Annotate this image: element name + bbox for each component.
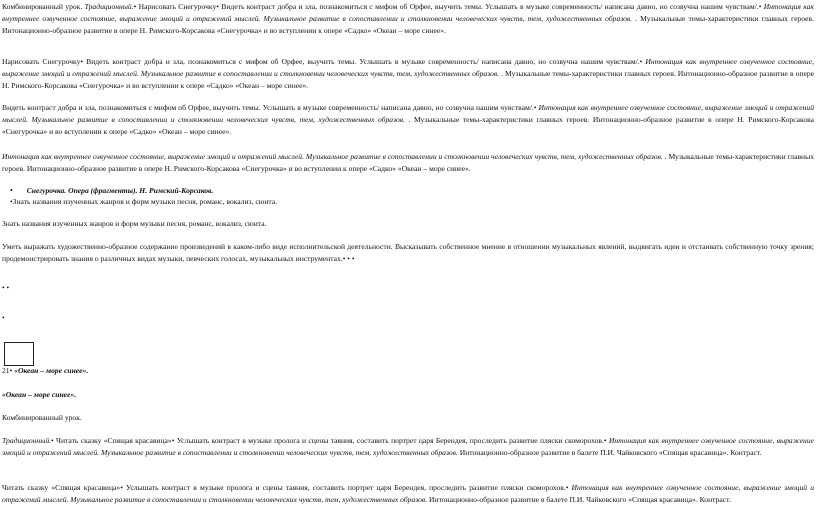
intonation-rest: . Музыкальные темы-характеристики главных героев. Интонационно-образное развитие в опере Н. Римского-Корсакова «Снегурочка» и во вступлении к опере «Садко» «Океан – море синее». (2, 152, 814, 173)
paragraph-goals-2 (2, 56, 814, 92)
opera-title: Снегурочка. Опера (фрагменты). Н. Римский-Корсаков. (26, 186, 214, 195)
bullet: • (10, 186, 13, 195)
paragraph-skills (2, 241, 814, 265)
sb-form: Традиционный. (2, 436, 52, 445)
bullets-text: • • (2, 283, 10, 292)
goals-italic: Интонация как внутреннее озвученное состояние, выражение эмоций и отражений мыслей. Музыкальное развитие в сопоставлении и столкновении человеческих чувств, тем, художественных образов. (2, 103, 814, 124)
lesson-content: . Музыкальные темы-характеристики главных героев. Интонационно-образное развитие в опере Н. Римского-Корсакова «Снегурочка» и во вступлении к опере «Садко» «Океан – море синее». (2, 14, 814, 35)
genres-bullet-line (10, 196, 277, 208)
sb2-goals: Читать сказку «Спящая красавица»• Услышать контраст в музыке пролога и сцены таяния, составить портрет царя Берендея, проследить развитие пляски скоморохов.• (2, 483, 572, 492)
ocean-title: «Океан – море синее». (14, 366, 89, 375)
intonation-italic: Интонация как внутреннее озвученное состояние, выражение эмоций и отражений мыслей. Музыкальное развитие в сопоставлении и столкновении человеческих чувств, тем, художественных образов. (2, 152, 663, 161)
bullet-text: • (2, 313, 5, 322)
combined-lesson-line (2, 412, 82, 424)
sb2-rest: Интонационно-образное развитие в балете П.И. Чайковского «Спящая красавица». Контраст. (427, 495, 731, 504)
goals-text: Нарисовать Снегурочку• Видеть контраст добра и зла, познакомиться с мифом об Орфее, выучить темы. Услышать в музыке современность/ написана давно, но созвучна нашим чувствам/.• (2, 57, 646, 66)
paragraph-lesson-1 (2, 1, 814, 37)
lesson-goals: • Нарисовать Снегурочку• Видеть контраст добра и зла, познакомиться с мифом об Орфее, выучить темы. Услышать в музыке современность/ написана давно, но созвучна нашим чувствам/.• (133, 2, 764, 11)
paragraph-intonation (2, 151, 814, 175)
lesson-type: Комбинированный урок. (2, 2, 85, 11)
sb-italic: Интонация как внутреннее озвученное состояние, выражение эмоций и отражений мыслей. Музыкальное развитие в сопоставлении и столкновении человеческих чувств, тем, художественных образов. (2, 436, 814, 457)
lesson-form: Традиционный. (84, 2, 134, 11)
empty-box (4, 342, 34, 366)
paragraph-sleeping-beauty-1 (2, 435, 814, 459)
goals-text: Видеть контраст добра и зла, познакомиться с мифом об Орфее, выучить темы. Услышать в музыке современность/ написана давно, но созвучна нашим чувствам/.• (2, 103, 539, 112)
sb-rest: Интонационно-образное развитие в балете П.И. Чайковского «Спящая красавица». Контраст. (457, 448, 762, 457)
skills-text: Уметь выражать художественно-образное содержание произведений в каком-либо виде исполнительской деятельности. Высказывать собственное мнение в отношении музыкальных явлений, выдвигать идеи и отстаивать собственную точку зрения; продемонстрировать знания о различных видах музыки, певческих голосах, музыкальных инструментах.• • • (2, 242, 814, 263)
ocean-title-2: «Океан – море синее». (2, 390, 77, 399)
paragraph-goals-3 (2, 102, 814, 138)
goals-italic: Интонация как внутреннее озвученное состояние, выражение эмоций и отражений мыслей. Музыкальное развитие в сопоставлении и столкновении человеческих чувств, тем, художественных образов. (2, 57, 814, 78)
bullet-single (2, 312, 5, 324)
bullets-pair (2, 282, 9, 294)
sb2-italic: Интонация как внутреннее озвученное состояние, выражение эмоций и отражений мыслей. Музыкальное развитие в сопоставлении и столкновении человеческих чувств, тем, художественных образов. (2, 483, 815, 504)
row-number: 21• (2, 366, 15, 375)
lesson-content-italic: Интонация как внутреннее озвученное состояние, выражение эмоций и отражений мыслей. Музыкальное развитие в сопоставлении и столкновении человеческих чувств, тем, художественных образов. (2, 2, 814, 23)
genres-bullet-text: •Знать названия изученных жанров и форм музыки песня, романс, вокализ, сюита. (10, 197, 278, 206)
paragraph-sleeping-beauty-2 (2, 482, 814, 506)
goals-rest: . Музыкальные темы-характеристики главных героев. Интонационно-образное развитие в опере Н. Римского-Корсакова «Снегурочка» и во вступлении к опере «Садко» «Океан – море синее». (2, 69, 814, 90)
combined-lesson-text: Комбинированный урок. (2, 413, 82, 422)
goals-rest: . Музыкальные темы-характеристики главных героев. Интонационно-образное развитие в опере Н. Римского-Корсакова «Снегурочка» и во вступлении к опере «Садко» «Океан – море синее». (2, 115, 814, 136)
ocean-line-numbered (2, 365, 88, 377)
ocean-title-line (2, 389, 76, 401)
paragraph-genres (2, 218, 266, 230)
genres-text: Знать названия изученных жанров и форм музыки песня, романс, вокализ, сюита. (2, 219, 267, 228)
sb-goals: • Читать сказку «Спящая красавица»• Услышать контраст в музыке пролога и сцены таяния, составить портрет царя Берендея, проследить развитие пляски скоморохов.• (51, 436, 609, 445)
